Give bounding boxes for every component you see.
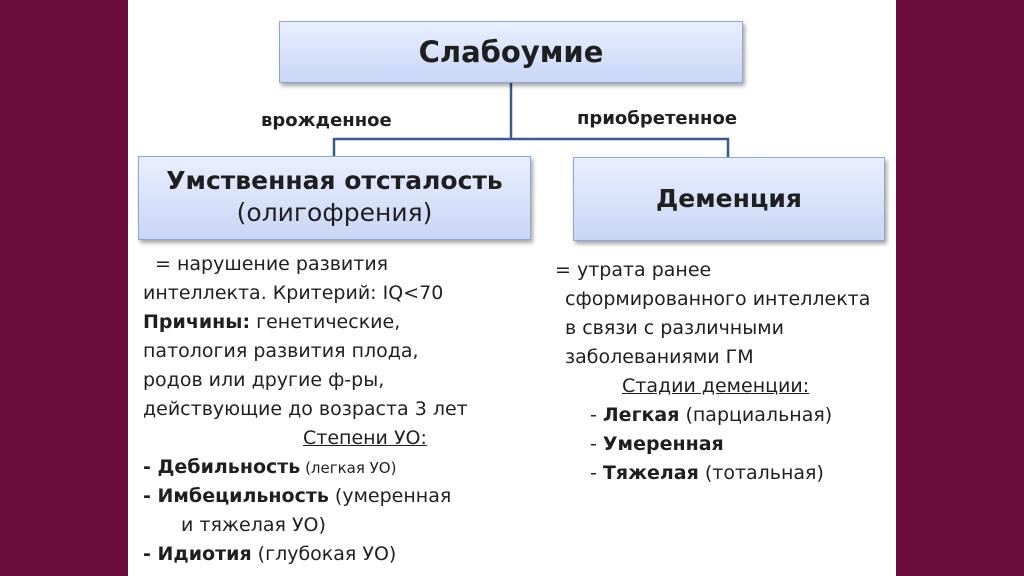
stage-item [555,459,870,488]
root-box [279,21,743,83]
right-def-line: заболеваниями ГМ [565,346,754,368]
mental-retardation-subtitle: (олигофрения) [236,198,433,227]
right-def-line: сформированного интеллекта [565,288,871,310]
stage-name: Умеренная [602,433,724,455]
degree-item [143,453,468,482]
stage-dash: - [590,404,603,426]
root-title: Слабоумие [418,35,604,69]
right-def-line: в связи с различными [565,317,784,339]
stages-title: Стадии деменции: [622,375,810,397]
degree-desc: (легкая УО) [300,459,397,477]
degree-desc-cont: и тяжелая УО) [181,514,326,536]
left-def-line: интеллекта. Критерий: IQ<70 [143,282,444,304]
dementia-title: Деменция [656,184,802,213]
stage-name: Тяжелая [602,462,699,484]
degree-name: - Имбецильность [143,485,329,507]
causes-line [143,308,468,337]
stage-dash: - [590,462,603,484]
stage-dash: - [590,433,603,455]
degree-name: - Идиотия [143,543,252,565]
degree-desc: (умеренная [328,485,452,507]
left-description [143,250,468,569]
stage-name: Легкая [602,404,680,426]
right-def-line: = утрата ранее [555,259,712,281]
causes-line: действующие до возраста 3 лет [143,398,468,420]
degree-item [143,482,468,511]
branch-label-acquired: приобретенное [577,108,738,129]
right-description [555,256,870,488]
causes-line: родов или другие ф-ры, [143,369,385,391]
stage-desc: (парциальная) [679,404,833,426]
causes-label: Причины: [143,311,251,333]
stage-item [555,430,870,459]
slide [128,0,896,576]
degree-desc: (глубокая УО) [251,543,397,565]
mental-retardation-box [138,156,531,240]
dementia-box [573,157,885,241]
stage-item [555,401,870,430]
branch-label-congenital: врожденное [261,110,392,131]
degrees-title: Степени УО: [303,427,427,449]
degree-item [143,540,468,569]
causes-line: патология развития плода, [143,340,419,362]
degree-name: - Дебильность [143,456,301,478]
left-def-line: = нарушение развития [155,253,389,275]
causes-text: генетические, [250,311,401,333]
mental-retardation-title: Умственная отсталость [166,166,503,195]
stage-desc: (тотальная) [698,462,824,484]
